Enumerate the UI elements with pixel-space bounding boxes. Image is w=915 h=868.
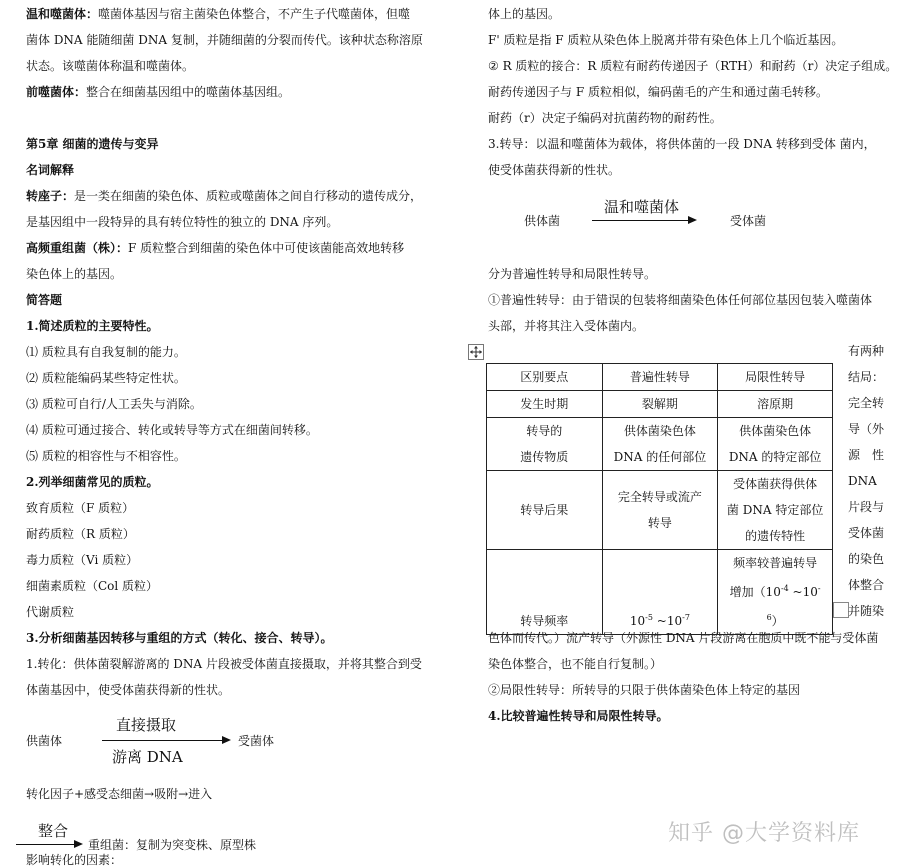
body-text: 代谢质粒 [26,605,75,619]
left-text-line [26,526,135,542]
body-text: 色体而传代。）流产转导（外源性 DNA 片段游离在胞质中既不能与受体菌 [488,631,879,645]
body-text: ⑴ 质粒具有自我复制的能力。 [26,345,186,359]
table-cell: 转导的 遗传物质 [487,418,603,471]
watermark: 知乎 @大学资料库 [668,821,860,846]
table-cell: 完全转导或流产 转导 [602,471,718,550]
body-text: ⑶ 质粒可自行/人工丢失与消除。 [26,397,202,411]
bold-term: 高频重组菌（株）： [26,241,129,255]
right-text-line [488,6,560,22]
bold-term: 3.分析细菌基因转移与重组的方式（转化、接合、转导）。 [26,631,333,645]
transduction-arrow-head [688,216,697,224]
left-text-line [26,84,290,100]
left-text-line [26,240,404,256]
side-text-line: 结局： [848,370,885,384]
left-text-line [26,552,138,568]
bold-term: 名词解释 [26,163,75,177]
integration-result: 重组菌：复制为突变株、原型株 [88,838,257,852]
body-text: ⑷ 质粒可通过接合、转化或转导等方式在细菌间转移。 [26,423,318,437]
arrow-top-label: 直接摄取 [116,716,177,734]
right-text-line [488,136,876,152]
body-text: 使受体菌获得新的性状。 [488,163,621,177]
table-cell: 受体菌获得供体 菌 DNA 特定部位 的遗传特性 [718,471,833,550]
table-resize-handle[interactable] [833,602,849,618]
body-text: F 质粒整合到细菌的染色体中可使该菌能高效地转移 [128,241,405,255]
left-text-line [26,188,422,204]
body-text: ② R 质粒的接合：R 质粒有耐药传递因子（RTH）和耐药（r）决定子组成。 [488,59,898,73]
left-text-line [26,318,159,334]
left-text-line [26,604,74,620]
transduction-recipient: 受体菌 [730,214,767,228]
arrow-bottom-label: 游离 DNA [112,748,183,766]
table-cell: 发生时期 [487,391,603,418]
body-text: 是基因组中一段特异的具有转位特性的独立的 DNA 序列。 [26,215,339,229]
integration-arrow-head [74,840,83,848]
arrow-shaft [102,740,222,741]
left-text-line [26,786,212,802]
move-handle-icon[interactable] [468,344,484,360]
body-text: 3.转导：以温和噬菌体为载体，将供体菌的一段 DNA 转移到受体 菌内， [488,137,876,151]
right-text-line [488,656,662,672]
body-text: F' 质粒是指 F 质粒从染色体上脱离并带有染色体上几个临近基因。 [488,33,844,47]
right-text-line [488,58,897,74]
table-cell: 频率较普遍转导 增加（$10^{-4}$ $\sim 10^{-6}$） [718,550,833,635]
body-text: ⑵ 质粒能编码某些特定性状。 [26,371,186,385]
integration-label: 整合 [38,822,69,840]
left-text-line [26,630,333,646]
body-text: 转化因子+感受态细菌→吸附→进入 [26,787,213,801]
left-text-line [26,266,122,282]
left-text-line [26,162,74,178]
left-text-line [26,292,62,308]
table-row [487,550,833,635]
body-text: 1.转化：供体菌裂解游离的 DNA 片段被受体菌直接摄取，并将其整合到受 [26,657,422,671]
left-text-line [26,396,202,412]
transduction-comparison-table [486,363,833,635]
right-text-line [488,682,800,698]
recipient-label: 受菌体 [238,734,275,748]
table-row [487,391,833,418]
bold-term: 2.列举细菌常见的质粒。 [26,475,159,489]
side-text-line: 体整合 [848,578,885,592]
transduction-donor: 供体菌 [524,214,561,228]
body-text: 毒力质粒（Vi 质粒） [26,553,139,567]
body-text: ⑸ 质粒的相容性与不相容性。 [26,449,186,463]
table-header-cell: 局限性转导 [718,364,833,391]
left-text-line [26,6,410,22]
transduction-arrow-shaft [592,220,688,221]
left-text-line [26,682,230,698]
body-text: 体上的基因。 [488,7,561,21]
side-text-line: 完全转 [848,396,885,410]
left-text-line [26,32,423,48]
transduction-diagram [488,192,808,236]
right-text-line [488,266,656,282]
body-text: 耐药传递因子与 F 质粒相似，编码菌毛的产生和通过菌毛转移。 [488,85,828,99]
integration-diagram [16,818,316,858]
left-text-line [26,422,318,438]
left-text-line [26,214,338,230]
donor-label: 供菌体 [26,734,63,748]
transduction-vector: 温和噬菌体 [604,198,680,216]
side-text-line: 并随染 [848,604,885,618]
arrow-head [222,736,231,744]
body-text: 整合在细菌基因组中的噬菌体基因组。 [86,85,291,99]
body-text: 菌体 DNA 能随细菌 DNA 复制，并随细菌的分裂而传代。该种状态称溶原 [26,33,423,47]
left-text-line [26,58,194,74]
left-text-line [26,474,159,490]
left-text-line [26,578,158,594]
left-text-line [26,656,422,672]
right-text-line [488,110,722,126]
body-text: 头部，并将其注入受体菌内。 [488,319,645,333]
right-text-line [488,708,669,724]
body-text: 分为普遍性转导和局限性转导。 [488,267,657,281]
table-cell: 供体菌染色体 DNA 的任何部位 [602,418,718,471]
bold-term: 简答题 [26,293,63,307]
right-text-line [488,162,620,178]
bold-term: 1.简述质粒的主要特性。 [26,319,159,333]
table-cell: 裂解期 [602,391,718,418]
body-text: 体菌基因中，使受体菌获得新的性状。 [26,683,231,697]
table-cell: 转导后果 [487,471,603,550]
left-text-line [26,370,186,386]
table-cell: $10^{-5}$ $\sim 10^{-7}$ [602,550,718,635]
right-text-line [488,32,843,48]
side-text-line: 受体菌 [848,526,885,540]
body-text: 耐药质粒（R 质粒） [26,527,135,541]
transformation-diagram [26,712,326,772]
body-text: 状态。该噬菌体称温和噬菌体。 [26,59,195,73]
left-text-line [26,448,186,464]
integration-arrow-shaft [16,844,74,845]
left-text-line [26,344,186,360]
table-header-cell: 普遍性转导 [602,364,718,391]
body-text: ②局限性转导：所转导的只限于供体菌染色体上特定的基因 [488,683,801,697]
table-cell: 溶原期 [718,391,833,418]
body-text: 染色体整合，也不能自行复制。） [488,657,663,671]
table-cell: 供体菌染色体 DNA 的特定部位 [718,418,833,471]
body-text: ①普遍性转导：由于错误的包装将细菌染色体任何部位基因包装入噬菌体 [488,293,873,307]
body-text: 染色体上的基因。 [26,267,123,281]
side-text-line: DNA [848,474,877,488]
side-text-line: 有两种 [848,344,885,358]
body-text: 影响转化的因素： [26,853,123,867]
table-row [487,471,833,550]
body-text: 噬菌体基因与宿主菌染色体整合，不产生子代噬菌体，但噬 [98,7,411,21]
left-text-line [26,136,159,152]
bold-term: 温和噬菌体： [26,7,99,21]
side-text-line: 片段与 [848,500,885,514]
side-text-line: 导（外 [848,422,885,436]
bold-term: 转座子： [26,189,75,203]
bold-term: 第5章 细菌的遗传与变异 [26,137,159,151]
table-cell: 转导频率 [487,550,603,635]
right-text-line [488,318,644,334]
right-text-line [488,84,828,100]
body-text: 耐药（r）决定子编码对抗菌药物的耐药性。 [488,111,722,125]
body-text: 细菌素质粒（Col 质粒） [26,579,159,593]
body-text: 致育质粒（F 质粒） [26,501,135,515]
body-text: 是一类在细菌的染色体、质粒或噬菌体之间自行移动的遗传成分， [74,189,423,203]
right-text-line [488,292,872,308]
bold-term: 前噬菌体： [26,85,87,99]
left-text-line [26,500,134,516]
bold-term: 4.比较普遍性转导和局限性转导。 [488,709,669,723]
side-text-line: 的染色 [848,552,885,566]
side-text-line: 源 性 [848,448,885,462]
table-row [487,418,833,471]
table-header-cell: 区别要点 [487,364,603,391]
